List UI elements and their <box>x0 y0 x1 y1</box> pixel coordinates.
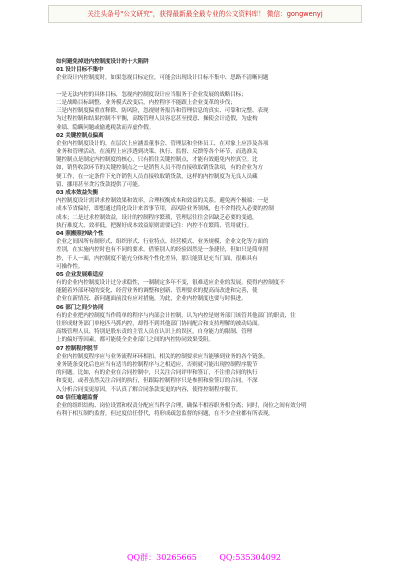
text-line: 和变更，或者虽然关注合同的执行，但跟踪控制程序只是参照和验签订的合同，不深 <box>56 378 258 385</box>
text-line: 08 信任逾越监督 <box>56 394 98 401</box>
text-line: 07 控制程序脱节 <box>56 345 98 352</box>
text-line: 02 关键控制点偏离 <box>56 132 104 139</box>
document-body <box>56 58 362 418</box>
text-line: 06 部门之间少协同 <box>56 304 104 311</box>
text-line: 企业内控制度程序应与业务流程环环相扣。相关的控制要求应当能够到业务的各个链条。 <box>56 353 269 360</box>
text-line: 03 成本效益失衡 <box>56 190 98 196</box>
text-line: 成本；二是过求控制效益，设计的控制程序繁琐，管理层往往会因缺乏必要的变通， <box>56 214 258 221</box>
text-line: 企业设计内控制度时，如果忽视目标定位，可能会出现设计目标不集中、思路不清晰问题 <box>56 75 269 82</box>
text-line: 高级管理人员、特别是股东责的主管人员在认识上的误区，自身能力的限制、管理 <box>56 329 252 336</box>
text-line: 业绩、隐瞒问题或偷逃税款而弄虚作假。 <box>56 124 154 131</box>
text-line: 企业之间因所有制形式、组织形式、行业特点、经营模式、业务规模、企业文化等方面的 <box>56 239 269 246</box>
text-line: 有的企业把内控制度当作简单的程序与内部会计控制，认为内控是财务部门该管其他部门的职责，往 <box>56 312 296 319</box>
text-line: 三是内控制度偏重直释除、防风险，忽视财务报告和管理信息的真实、可靠和完整、表现 <box>56 108 269 115</box>
text-line: 企业的组织结构、岗位设置和权责分配应当科学合理，确保不相容职务相分离；同时，岗位之间有效分明 <box>56 402 307 409</box>
text-line: 差别，在实施内控时也有不同的要求。借鉴别人的经验固然是一条捷径，但如只是简单照 <box>56 247 269 254</box>
text-line: 05 企业发展难适应 <box>56 271 104 278</box>
text-line: 业务和管理活动，在流程上应涉透到决策、执行、监督、反馈等各个环节，而选准关 <box>56 149 258 156</box>
text-line: 的问题。比如，有的企业在合同控制中，只关注合同评审和签订，不注重合同的执行 <box>56 370 258 377</box>
text-line: 留、挪用甚至贪污货款提供了可能。 <box>56 181 144 188</box>
text-line: 键控制点是制定内控制度的核心，只有抓住关键控制点，才能有效避免内控真空。比 <box>56 157 258 164</box>
text-line: 内控制度设计需讲求控制效果和效率，合理权衡成本和效益的关系。避免两个极端：一是 <box>56 198 269 205</box>
text-line: 二是战略目标调整、业务模式改变后，内控程序不能跟上企业变革的步伐； <box>56 99 236 106</box>
text-line: 上的偏好等因素，都可能使全企业部门之间的内控协同效果受阻。 <box>56 337 214 344</box>
qq-text: QQ:535304092 <box>219 553 281 562</box>
text-line: 有利于相互制约监督，但过度信任替代，将形成疏忽监督的问题，在不少企业都有所表现。 <box>56 411 274 418</box>
promo-banner <box>48 5 362 23</box>
text-line: 执行难度大、效率低，把握好成本效益原则需要记住：内控不在繁简、管用就行。 <box>56 222 252 229</box>
text-line: 能随着外部环境的变化、经营业务的调整和创新、管理要求的提高而改进和完善，使 <box>56 288 258 295</box>
document-title: 如何避免掉进内控制度设计的十大陷阱 <box>56 59 149 65</box>
document-lines <box>56 66 362 418</box>
contact-footer <box>0 551 408 565</box>
text-line: 可操作性。 <box>56 263 84 270</box>
text-line: 成本节省偏好，即想通过简化设计来省事节用，高风险业务领域，也不舍得投入必要的控制 <box>56 206 274 213</box>
text-line: 入分析合同变更原因，不认真了解合同条款变更的内容，使得控制程序脱节。 <box>56 386 242 393</box>
text-line: 便工作，在一定条件下允许销售人员直接收取销货款，这样的内控制度为无良人员藏 <box>56 173 258 180</box>
text-line: 如，销售收款环节的关键控制点之一是销售人员不得直接收取销货款项，有的企业为方 <box>56 165 263 172</box>
text-line: 业务链条变化后也应当有适当的控制程序与之相适应，否则就可能出现控制程序脱节 <box>56 361 258 368</box>
text-line: 往形成财务部门单枪匹马抓内控，却得不到其他部门协同配合和支持理解的被动局面。 <box>56 321 263 327</box>
blank-line <box>56 83 362 91</box>
text-line: 有的企业内控制度设计过分求稳性，一制制定多年不变，很难适应企业的发展。使得内控制度不 <box>56 280 285 287</box>
text-line: 为过程控制和结果控制不平衡，高级管理人员容忍甚至授意、操使会计造假，为虚构 <box>56 116 258 123</box>
text-line: 企业在新情况、新问题面前没有应对措施，为此，企业内控制度也要与时俱进。 <box>56 296 247 303</box>
text-line: 企业内控制度设计的，在层次上应涵盖董事会、管理层和全体员工，在对象上应涉及各项 <box>56 140 269 147</box>
text-line: 04 照搬照抄缺个性 <box>56 230 104 237</box>
banner-text: 关注头条号"公文研究"，获得最新最全最专业的公文资料库！ 微信：gongwenyj <box>87 10 323 18</box>
text-line: 抄，千人一面，内控制度不能充分体现个性化差异，那只能算是充当门面，很难具有 <box>56 255 258 262</box>
text-line: 01 设计目标不集中 <box>56 67 104 74</box>
qq-group-text: QQ群：30265665 <box>126 553 197 562</box>
text-line: 一是无法内控的具体目标，忽视内控制度设计应当服务于企业发展的战略目标； <box>56 91 247 98</box>
